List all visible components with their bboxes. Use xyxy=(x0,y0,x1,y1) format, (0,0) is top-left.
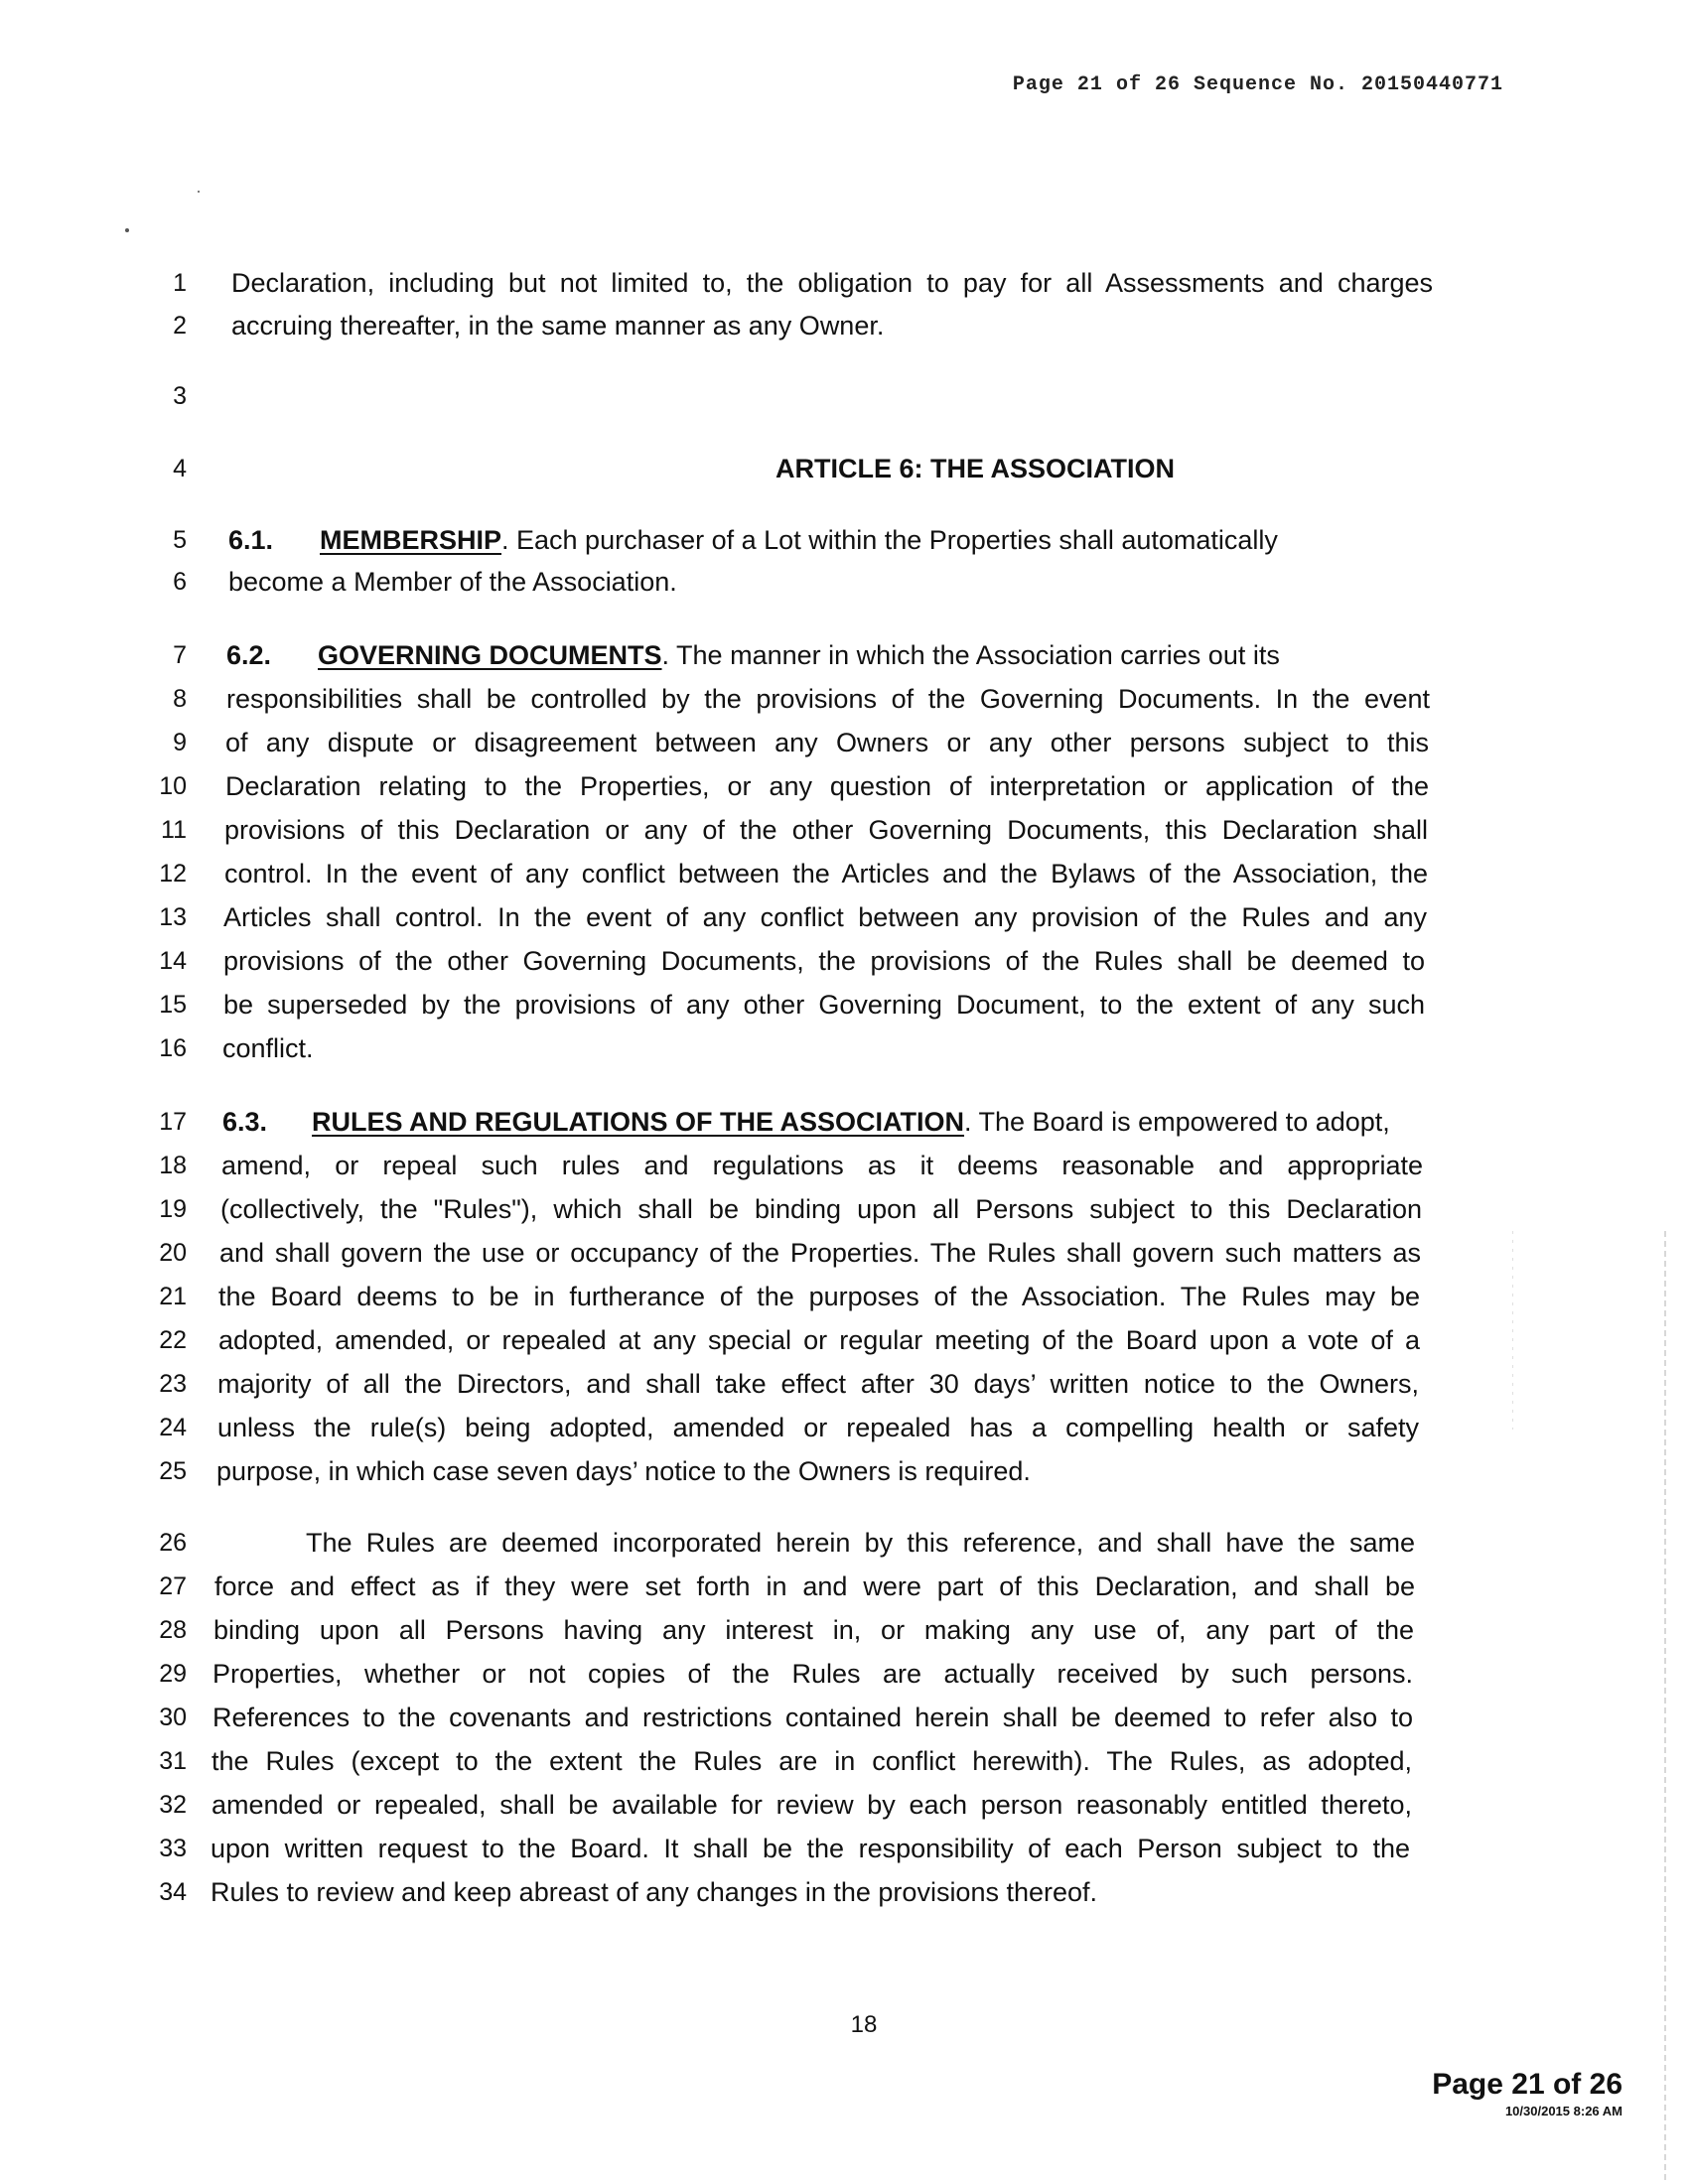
section-number: 6.3. xyxy=(222,1107,268,1137)
footer-page-label: Page 21 of 26 xyxy=(1432,2068,1622,2101)
line-number: 22 xyxy=(159,1326,187,1354)
line-text: provisions of the other Governing Documents, the provisions of the Rules shall be deemed to xyxy=(223,946,1425,976)
line-text: amend, or repeal such rules and regulations as it deems reasonable and appropriate xyxy=(221,1151,1423,1180)
document-line xyxy=(0,723,1692,762)
document-line xyxy=(0,941,1692,981)
line-number: 10 xyxy=(159,772,187,800)
line-number: 28 xyxy=(159,1616,187,1644)
line-number: 17 xyxy=(159,1108,187,1136)
document-line xyxy=(0,1189,1692,1229)
line-number: 1 xyxy=(173,269,187,297)
line-number: 20 xyxy=(159,1239,187,1267)
section-number: 6.1. xyxy=(228,525,274,555)
line-number: 30 xyxy=(159,1704,187,1731)
document-line xyxy=(0,562,1692,602)
line-text: force and effect as if they were set forth in and were part of this Declaration, and shall be xyxy=(214,1571,1415,1601)
line-number: 2 xyxy=(173,312,187,340)
line-number: 26 xyxy=(159,1529,187,1557)
article-heading: ARTICLE 6: THE ASSOCIATION xyxy=(775,454,1175,483)
line-text: responsibilities shall be controlled by the provisions of the Governing Documents. In the event xyxy=(226,684,1430,714)
line-number: 4 xyxy=(173,455,187,482)
line-text: purpose, in which case seven days’ notice to the Owners is required. xyxy=(216,1456,1031,1486)
line-text: become a Member of the Association. xyxy=(228,567,677,597)
line-text: unless the rule(s) being adopted, amended or repealed has a compelling health or safety xyxy=(217,1413,1419,1442)
document-line xyxy=(0,1408,1692,1447)
document-line xyxy=(0,1028,1692,1068)
section-heading-line xyxy=(222,1102,1390,1142)
document-line xyxy=(0,306,1692,345)
line-number: 8 xyxy=(173,685,187,713)
line-text: Articles shall control. In the event of any conflict between any provision of the Rules and any xyxy=(223,902,1427,932)
document-line xyxy=(0,1451,1692,1491)
document-line xyxy=(0,1654,1692,1694)
document-line xyxy=(0,766,1692,806)
document-line xyxy=(0,1872,1692,1912)
line-text: upon written request to the Board. It shall be the responsibility of each Person subject to the xyxy=(211,1834,1410,1863)
document-line xyxy=(0,1364,1692,1404)
section-text: . Each purchaser of a Lot within the Properties shall automatically xyxy=(501,525,1278,555)
section-number: 6.2. xyxy=(226,640,272,670)
document-line xyxy=(0,1698,1692,1737)
line-text: of any dispute or disagreement between any Owners or any other persons subject to this xyxy=(225,728,1429,757)
line-number: 7 xyxy=(173,641,187,669)
line-text: Declaration, including but not limited to, the obligation to pay for all Assessments and charges xyxy=(231,268,1433,298)
document-line xyxy=(0,1233,1692,1273)
line-text: conflict. xyxy=(222,1033,314,1063)
section-title: MEMBERSHIP xyxy=(320,525,502,555)
line-text: provisions of this Declaration or any of the other Governing Documents, this Declaration shall xyxy=(224,815,1428,845)
line-number: 6 xyxy=(173,568,187,596)
line-text: adopted, amended, or repealed at any special or regular meeting of the Board upon a vote of a xyxy=(218,1325,1420,1355)
line-number: 11 xyxy=(161,816,187,844)
document-line xyxy=(0,1741,1692,1781)
document-line xyxy=(0,1102,1692,1142)
line-text: control. In the event of any conflict between the Articles and the Bylaws of the Association, the xyxy=(224,859,1428,888)
line-number: 15 xyxy=(159,991,187,1019)
page-sequence-header: Page 21 of 26 Sequence No. 20150440771 xyxy=(1012,73,1503,96)
line-number: 27 xyxy=(159,1572,187,1600)
footer-timestamp: 10/30/2015 8:26 AM xyxy=(1504,2104,1622,2118)
document-line xyxy=(0,985,1692,1024)
document-line xyxy=(0,1610,1692,1650)
document-line xyxy=(0,635,1692,675)
line-number: 32 xyxy=(159,1791,187,1819)
document-line xyxy=(0,1320,1692,1360)
document-line xyxy=(0,1829,1692,1868)
line-text: amended or repealed, shall be available for review by each person reasonably entitled thereto, xyxy=(212,1790,1412,1820)
line-text: be superseded by the provisions of any other Governing Document, to the extent of any such xyxy=(223,990,1425,1020)
line-number: 29 xyxy=(159,1660,187,1688)
line-text: The Rules are deemed incorporated herein by this reference, and shall have the same xyxy=(306,1528,1415,1558)
line-number: 33 xyxy=(159,1835,187,1862)
line-number: 21 xyxy=(159,1283,187,1310)
line-text: Properties, whether or not copies of the Rules are actually received by such persons. xyxy=(212,1659,1413,1689)
line-number: 12 xyxy=(159,860,187,887)
line-number: 23 xyxy=(159,1370,187,1398)
line-text: majority of all the Directors, and shall take effect after 30 days’ written notice to the Owners, xyxy=(217,1369,1419,1399)
line-text: the Rules (except to the extent the Rules are in conflict herewith). The Rules, as adopted, xyxy=(212,1746,1412,1776)
document-line xyxy=(0,1523,1692,1563)
line-text: Declaration relating to the Properties, or any question of interpretation or application of the xyxy=(225,771,1429,801)
page-number: 18 xyxy=(850,2011,878,2038)
document-line xyxy=(0,897,1692,937)
line-number: 24 xyxy=(159,1414,187,1441)
line-text: the Board deems to be in furtherance of the purposes of the Association. The Rules may be xyxy=(218,1282,1420,1311)
section-heading-line xyxy=(228,520,1433,560)
line-text: and shall govern the use or occupancy of the Properties. The Rules shall govern such matters as xyxy=(219,1238,1421,1268)
document-line xyxy=(0,810,1692,850)
line-text: (collectively, the "Rules"), which shall be binding upon all Persons subject to this Declaration xyxy=(220,1194,1422,1224)
document-line xyxy=(0,376,1692,416)
section-text: . The Board is empowered to adopt, xyxy=(964,1107,1390,1137)
line-number: 31 xyxy=(159,1747,187,1775)
scan-speck xyxy=(125,228,129,232)
line-text: accruing thereafter, in the same manner as any Owner. xyxy=(231,311,885,341)
document-line xyxy=(0,263,1692,303)
document-line xyxy=(0,854,1692,893)
line-number: 9 xyxy=(173,729,187,756)
document-line xyxy=(0,679,1692,719)
scan-speck xyxy=(198,191,200,193)
line-number: 25 xyxy=(159,1457,187,1485)
line-text: References to the covenants and restrictions contained herein shall be deemed to refer also to xyxy=(212,1703,1413,1732)
document-line xyxy=(0,1567,1692,1606)
document-line xyxy=(0,1146,1692,1185)
line-number: 18 xyxy=(159,1152,187,1179)
line-text: Rules to review and keep abreast of any changes in the provisions thereof. xyxy=(211,1877,1098,1907)
document-line xyxy=(0,1277,1692,1316)
section-title: RULES AND REGULATIONS OF THE ASSOCIATION xyxy=(312,1107,965,1137)
line-text: binding upon all Persons having any interest in, or making any use of, any part of the xyxy=(213,1615,1414,1645)
document-line xyxy=(0,520,1692,560)
line-number: 16 xyxy=(159,1034,187,1062)
document-line xyxy=(0,1785,1692,1825)
line-number: 34 xyxy=(159,1878,187,1906)
line-number: 19 xyxy=(159,1195,187,1223)
line-number: 13 xyxy=(159,903,187,931)
section-title: GOVERNING DOCUMENTS xyxy=(318,640,662,670)
line-number: 5 xyxy=(173,526,187,554)
footer-stamp xyxy=(1432,2067,1622,2120)
line-number: 3 xyxy=(173,382,187,410)
line-number: 14 xyxy=(159,947,187,975)
section-heading-line xyxy=(226,635,1280,675)
section-text: . The manner in which the Association carries out its xyxy=(661,640,1280,670)
